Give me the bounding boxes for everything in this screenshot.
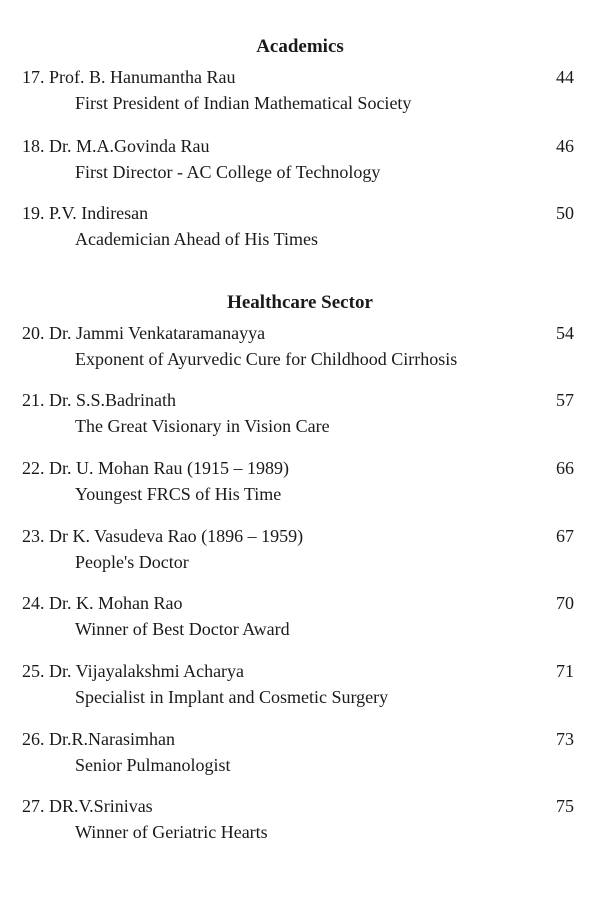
entry-description: Youngest FRCS of His Time xyxy=(75,484,282,504)
entry-number: 17. xyxy=(22,67,45,87)
entry-name xyxy=(22,590,574,616)
entry-title: Dr.R.Narasimhan xyxy=(49,729,175,749)
entry-name xyxy=(22,387,574,413)
entry-title: Dr. M.A.Govinda Rau xyxy=(49,136,210,156)
entry-description: Winner of Geriatric Hearts xyxy=(75,822,268,842)
entry-number: 21. xyxy=(22,390,45,410)
entry-number: 22. xyxy=(22,458,45,478)
entry-number: 27. xyxy=(22,796,45,816)
entry-title: Dr. S.S.Badrinath xyxy=(49,390,177,410)
section-title-academics: Academics xyxy=(256,36,344,57)
toc-entry xyxy=(22,133,574,185)
entry-number: 18. xyxy=(22,136,45,156)
entry-description: People's Doctor xyxy=(75,552,189,572)
entry-description: The Great Visionary in Vision Care xyxy=(75,416,330,436)
entry-number: 26. xyxy=(22,729,45,749)
entry-page-number: 70 xyxy=(556,593,574,613)
entry-description: Winner of Best Doctor Award xyxy=(75,619,290,639)
toc-entry xyxy=(22,523,574,575)
toc-entry xyxy=(22,726,574,778)
entry-description: Academician Ahead of His Times xyxy=(75,229,318,249)
entry-title: Dr K. Vasudeva Rao (1896 – 1959) xyxy=(49,526,304,546)
entry-title: DR.V.Srinivas xyxy=(49,796,153,816)
entry-description: First President of Indian Mathematical Society xyxy=(75,93,412,113)
entry-number: 24. xyxy=(22,593,45,613)
section-title-healthcare: Healthcare Sector xyxy=(227,292,373,313)
entry-name xyxy=(22,793,574,819)
entry-page-number: 44 xyxy=(556,67,574,87)
toc-entry xyxy=(22,658,574,710)
entry-description: First Director - AC College of Technology xyxy=(75,162,381,182)
toc-entry xyxy=(22,387,574,439)
entry-title: P.V. Indiresan xyxy=(49,203,149,223)
entry-page-number: 71 xyxy=(556,661,574,681)
entry-description: Exponent of Ayurvedic Cure for Childhood Cirrhosis xyxy=(75,349,458,369)
entry-number: 19. xyxy=(22,203,45,223)
toc-entry xyxy=(22,320,574,372)
toc-entry xyxy=(22,64,574,116)
entry-page-number: 67 xyxy=(556,526,574,546)
entry-number: 23. xyxy=(22,526,45,546)
entry-title: Dr. U. Mohan Rau (1915 – 1989) xyxy=(49,458,289,478)
entry-page-number: 73 xyxy=(556,729,574,749)
entry-name xyxy=(22,320,574,346)
entry-name xyxy=(22,523,574,549)
toc-entry xyxy=(22,590,574,642)
entry-name xyxy=(22,133,574,159)
toc-entry xyxy=(22,793,574,845)
entry-name xyxy=(22,658,574,684)
entry-name xyxy=(22,200,574,226)
entry-page-number: 75 xyxy=(556,796,574,816)
toc-entry xyxy=(22,455,574,507)
entry-number: 25. xyxy=(22,661,45,681)
entry-page-number: 66 xyxy=(556,458,574,478)
toc-entry xyxy=(22,200,574,252)
entry-description: Senior Pulmanologist xyxy=(75,755,231,775)
entry-number: 20. xyxy=(22,323,45,343)
entry-page-number: 57 xyxy=(556,390,574,410)
entry-name xyxy=(22,455,574,481)
entry-description: Specialist in Implant and Cosmetic Surgery xyxy=(75,687,389,707)
entry-title: Prof. B. Hanumantha Rau xyxy=(49,67,236,87)
entry-name xyxy=(22,64,574,90)
entry-page-number: 50 xyxy=(556,203,574,223)
entry-title: Dr. Jammi Venkataramanayya xyxy=(49,323,266,343)
entry-title: Dr. Vijayalakshmi Acharya xyxy=(49,661,245,681)
entry-name xyxy=(22,726,574,752)
entry-title: Dr. K. Mohan Rao xyxy=(49,593,183,613)
entry-page-number: 54 xyxy=(556,323,574,343)
entry-page-number: 46 xyxy=(556,136,574,156)
